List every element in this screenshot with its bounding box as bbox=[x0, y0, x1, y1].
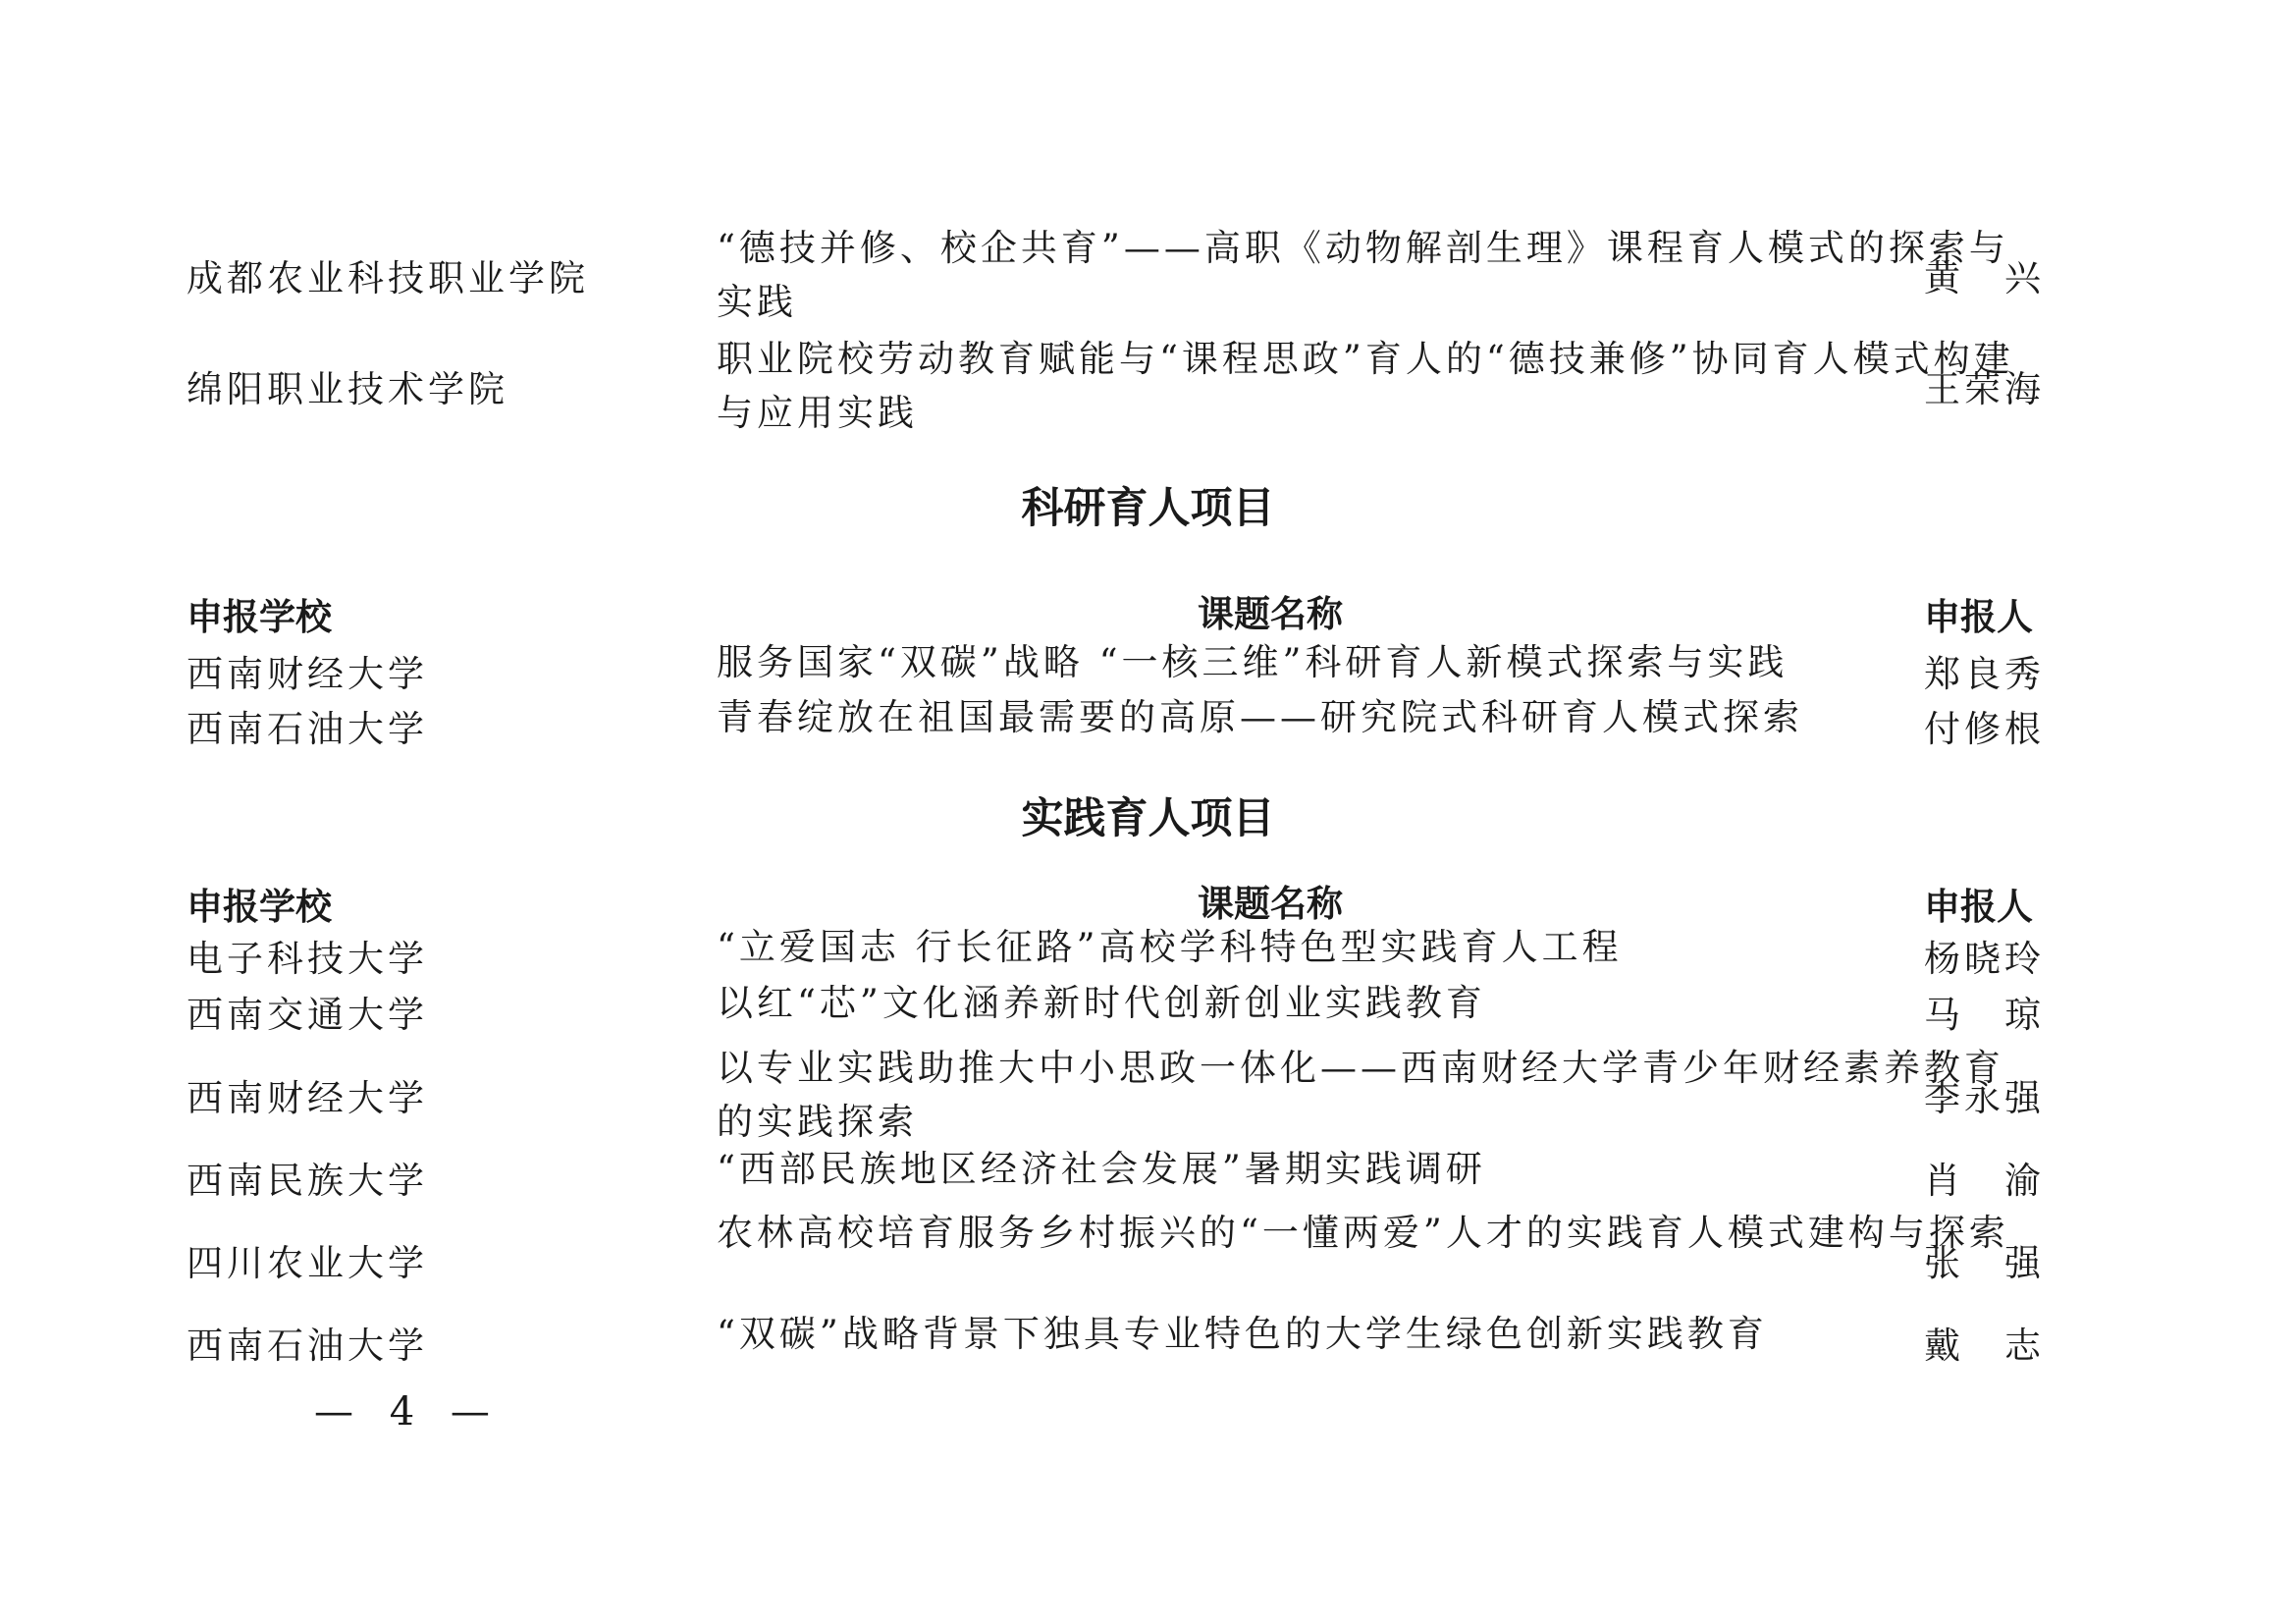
school-name: 四川农业大学 bbox=[187, 1242, 428, 1284]
table-row bbox=[187, 926, 2052, 983]
table-row bbox=[187, 1148, 2052, 1205]
table-row bbox=[187, 332, 2052, 440]
applicant-name: 杨晓玲 bbox=[1924, 938, 2045, 980]
applicant-name: 戴 志 bbox=[1924, 1325, 2045, 1367]
topic-name: 服务国家“双碳”战略 “一核三维”科研育人新模式探索与实践 bbox=[717, 641, 1789, 683]
applicant-name: 付修根 bbox=[1924, 708, 2045, 750]
school-name: 西南石油大学 bbox=[187, 1325, 428, 1367]
topic-name: 职业院校劳动教育赋能与“课程思政”育人的“德技兼修”协同育人模式构建与应用实践 bbox=[717, 338, 2014, 434]
section-title: 实践育人项目 bbox=[1021, 794, 1275, 843]
table-header bbox=[187, 587, 2052, 636]
table-row bbox=[187, 221, 2052, 329]
header-topic: 课题名称 bbox=[1198, 883, 1343, 925]
topic-name: “德技并修、校企共育”——高职《动物解剖生理》课程育人模式的探索与实践 bbox=[717, 227, 2009, 323]
applicant-name: 肖 渝 bbox=[1924, 1160, 2045, 1202]
topic-name: 以红“芯”文化涵养新时代创新创业实践教育 bbox=[717, 982, 1486, 1024]
applicant-name: 李永强 bbox=[1924, 1077, 2045, 1119]
applicant-name: 黄 兴 bbox=[1924, 257, 2045, 299]
topic-name: 农林高校培育服务乡村振兴的“一懂两爱”人才的实践育人模式建构与探索 bbox=[717, 1212, 2009, 1254]
table-row bbox=[187, 1313, 2052, 1370]
applicant-name: 王荣海 bbox=[1924, 368, 2045, 410]
header-person: 申报人 bbox=[1924, 596, 2033, 638]
topic-name: “西部民族地区经济社会发展”暑期实践调研 bbox=[717, 1148, 1486, 1190]
applicant-name: 马 琼 bbox=[1924, 994, 2045, 1036]
topic-name: “立爱国志 行长征路”高校学科特色型实践育人工程 bbox=[717, 926, 1623, 968]
page-number: — 4 — bbox=[314, 1389, 502, 1435]
school-name: 西南财经大学 bbox=[187, 1077, 428, 1119]
table-row bbox=[187, 696, 2052, 753]
school-name: 西南交通大学 bbox=[187, 994, 428, 1036]
school-name: 电子科技大学 bbox=[187, 938, 428, 980]
applicant-name: 张 强 bbox=[1924, 1242, 2045, 1284]
table-row bbox=[187, 1206, 2052, 1314]
school-name: 成都农业科技职业学院 bbox=[187, 257, 589, 299]
table-header bbox=[187, 877, 2052, 926]
school-name: 西南民族大学 bbox=[187, 1160, 428, 1202]
topic-name: 青春绽放在祖国最需要的高原——研究院式科研育人模式探索 bbox=[717, 696, 1803, 738]
table-row bbox=[187, 1041, 2052, 1149]
applicant-name: 郑良秀 bbox=[1924, 653, 2045, 695]
section-title: 科研育人项目 bbox=[1021, 484, 1275, 533]
header-person: 申报人 bbox=[1924, 886, 2033, 928]
table-row bbox=[187, 982, 2052, 1039]
school-name: 西南财经大学 bbox=[187, 653, 428, 695]
school-name: 绵阳职业技术学院 bbox=[187, 368, 508, 410]
topic-name: 以专业实践助推大中小思政一体化——西南财经大学青少年财经素养教育的实践探索 bbox=[717, 1047, 2004, 1143]
header-school: 申报学校 bbox=[187, 596, 332, 638]
topic-name: “双碳”战略背景下独具专业特色的大学生绿色创新实践教育 bbox=[717, 1313, 1768, 1355]
header-school: 申报学校 bbox=[187, 886, 332, 928]
header-topic: 课题名称 bbox=[1198, 593, 1343, 635]
school-name: 西南石油大学 bbox=[187, 708, 428, 750]
